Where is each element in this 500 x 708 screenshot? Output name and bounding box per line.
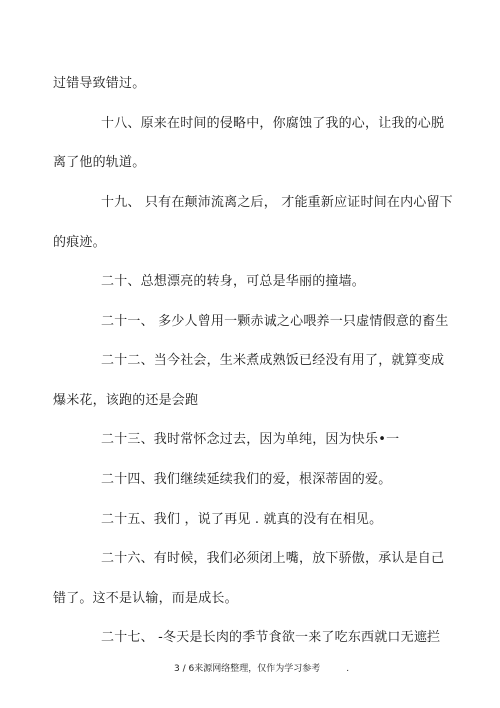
- text-line: 的痕迹。: [53, 235, 106, 250]
- text-line: 二十四、我们继续延续我们的爱，根深蒂固的爱。: [101, 472, 392, 487]
- text-line: 二十二、当今社会，生米煮成熟饭已经没有用了，就算变成: [101, 353, 445, 368]
- footer-text: 3 / 6来源网络整理，仅作为学习参考: [174, 664, 321, 674]
- text-line: 错了。这不是认输，而是成长。: [53, 591, 238, 606]
- text-line: 二十七、 -冬天是长肉的季节食欲一来了吃东西就口无遮拦: [101, 630, 441, 645]
- text-line: 二十六、有时候，我们必须闭上嘴，放下骄傲，承认是自己: [101, 551, 445, 566]
- text-line: 二十一、 多少人曾用一颗赤诚之心喂养一只虚情假意的畜生: [101, 314, 449, 329]
- footer-mark: .: [346, 664, 350, 674]
- text-line: 二十三、我时常怀念过去，因为单纯，因为快乐•一: [101, 432, 400, 447]
- text-line: 二十、总想漂亮的转身，可总是华丽的撞墙。: [101, 274, 366, 289]
- text-line: 十九、 只有在颠沛流离之后， 才能重新应证时间在内心留下: [101, 195, 453, 210]
- text-line: 十八、原来在时间的侵略中，你腐蚀了我的心，让我的心脱: [101, 116, 445, 131]
- page-footer: [174, 663, 349, 675]
- text-line: 过错导致错过。: [53, 76, 146, 91]
- text-line: 爆米花，该跑的还是会跑: [53, 393, 199, 408]
- text-line: 离了他的轨道。: [53, 155, 146, 170]
- text-line: 二十五、我们 ，说了再见 . 就真的没有在相见。: [101, 512, 383, 527]
